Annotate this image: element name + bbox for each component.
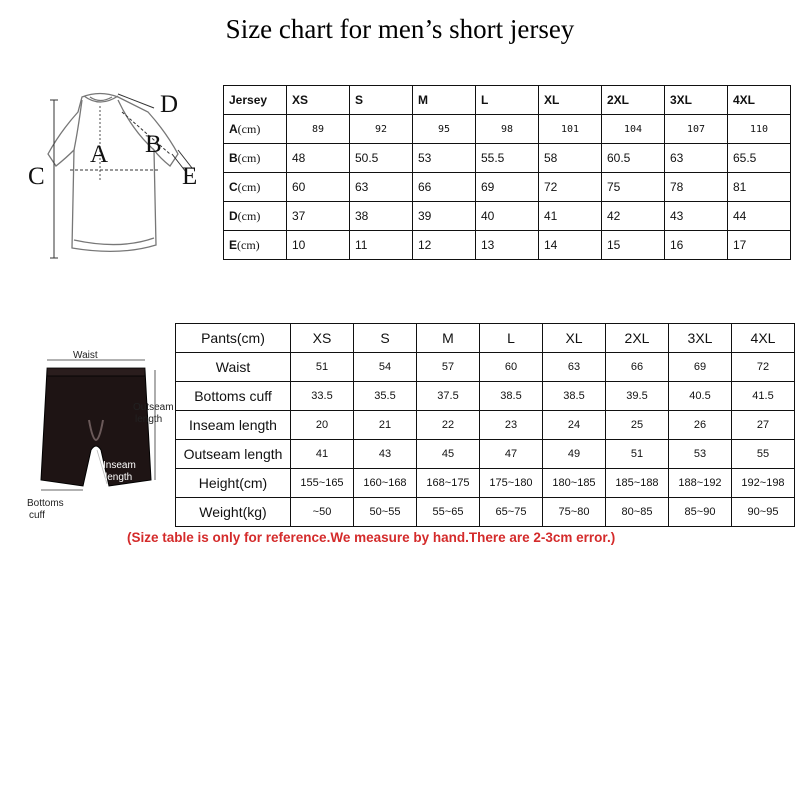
table-cell: 21 (354, 411, 417, 440)
table-cell: 63 (665, 144, 728, 173)
header-cell: M (417, 324, 480, 353)
row-letter: C (229, 179, 238, 194)
table-cell: 50.5 (350, 144, 413, 173)
table-cell: 78 (665, 173, 728, 202)
header-cell: 2XL (602, 86, 665, 115)
table-cell: 58 (539, 144, 602, 173)
header-cell: XL (543, 324, 606, 353)
table-row (176, 469, 795, 498)
table-cell: 89 (287, 115, 350, 144)
table-cell: 75 (602, 173, 665, 202)
table-cell: 27 (732, 411, 795, 440)
table-cell: 15 (602, 231, 665, 260)
row-label (224, 144, 287, 173)
table-cell: 43 (665, 202, 728, 231)
table-cell: 26 (669, 411, 732, 440)
row-letter: A (229, 121, 238, 136)
header-cell: 4XL (732, 324, 795, 353)
table-cell: 101 (539, 115, 602, 144)
table-cell: 23 (480, 411, 543, 440)
table-cell: 48 (287, 144, 350, 173)
header-cell: 2XL (606, 324, 669, 353)
table-cell: 49 (543, 440, 606, 469)
table-cell: 10 (287, 231, 350, 260)
label-bottoms: Bottoms (27, 498, 64, 509)
row-label: Waist (176, 353, 291, 382)
table-row (176, 498, 795, 527)
table-cell: 45 (417, 440, 480, 469)
table-cell: 168~175 (417, 469, 480, 498)
header-cell: Jersey (224, 86, 287, 115)
table-cell: 25 (606, 411, 669, 440)
table-cell: 57 (417, 353, 480, 382)
shorts-diagram (25, 350, 175, 530)
table-cell: 160~168 (354, 469, 417, 498)
header-cell: 4XL (728, 86, 791, 115)
table-cell: 38.5 (543, 382, 606, 411)
header-cell: XL (539, 86, 602, 115)
table-cell: 17 (728, 231, 791, 260)
table-row (224, 173, 791, 202)
diagram-label-e: E (182, 163, 198, 190)
table-cell: 38.5 (480, 382, 543, 411)
table-cell: 50~55 (354, 498, 417, 527)
jersey-size-table (223, 85, 791, 260)
table-row (224, 115, 791, 144)
table-cell: 72 (732, 353, 795, 382)
table-cell: 41 (291, 440, 354, 469)
header-cell: XS (291, 324, 354, 353)
table-cell: 95 (413, 115, 476, 144)
table-cell: 69 (669, 353, 732, 382)
table-cell: 37.5 (417, 382, 480, 411)
table-cell: 13 (476, 231, 539, 260)
table-cell: 188~192 (669, 469, 732, 498)
table-row (176, 382, 795, 411)
row-label: Height(cm) (176, 469, 291, 498)
table-cell: 12 (413, 231, 476, 260)
table-cell: 63 (350, 173, 413, 202)
table-cell: 35.5 (354, 382, 417, 411)
table-cell: 60.5 (602, 144, 665, 173)
table-cell: 53 (413, 144, 476, 173)
table-cell: 175~180 (480, 469, 543, 498)
table-cell: 92 (350, 115, 413, 144)
table-cell: 60 (287, 173, 350, 202)
header-cell: M (413, 86, 476, 115)
table-cell: 63 (543, 353, 606, 382)
table-cell: 51 (606, 440, 669, 469)
table-cell: 38 (350, 202, 413, 231)
table-cell: 107 (665, 115, 728, 144)
row-unit: (cm) (237, 237, 260, 252)
table-cell: 33.5 (291, 382, 354, 411)
row-label (224, 202, 287, 231)
table-cell: 55.5 (476, 144, 539, 173)
table-row (176, 440, 795, 469)
header-cell: XS (287, 86, 350, 115)
table-cell: 104 (602, 115, 665, 144)
table-cell: 185~188 (606, 469, 669, 498)
label-inseam: Inseam (103, 460, 136, 471)
diagram-label-c: C (28, 163, 45, 190)
table-cell: 11 (350, 231, 413, 260)
row-letter: B (229, 150, 238, 165)
header-cell: 3XL (669, 324, 732, 353)
header-cell: 3XL (665, 86, 728, 115)
table-row (224, 231, 791, 260)
table-cell: 51 (291, 353, 354, 382)
row-label (224, 231, 287, 260)
row-label (224, 115, 287, 144)
header-cell: Pants(cm) (176, 324, 291, 353)
page-title: Size chart for men’s short jersey (225, 14, 575, 44)
row-label: Outseam length (176, 440, 291, 469)
header-cell: L (480, 324, 543, 353)
table-cell: ~50 (291, 498, 354, 527)
row-letter: D (229, 208, 238, 223)
label-bottoms-cuff: cuff (29, 510, 45, 521)
table-cell: 24 (543, 411, 606, 440)
table-cell: 75~80 (543, 498, 606, 527)
table-header-row (224, 86, 791, 115)
row-letter: E (229, 237, 238, 252)
table-cell: 110 (728, 115, 791, 144)
table-cell: 39 (413, 202, 476, 231)
table-cell: 44 (728, 202, 791, 231)
label-inseam-length: length (105, 472, 133, 483)
row-label (224, 173, 287, 202)
row-unit: (cm) (237, 121, 261, 136)
header-cell: S (354, 324, 417, 353)
table-cell: 66 (413, 173, 476, 202)
table-cell: 54 (354, 353, 417, 382)
label-waist: Waist (73, 350, 98, 361)
table-cell: 80~85 (606, 498, 669, 527)
table-cell: 65~75 (480, 498, 543, 527)
table-cell: 192~198 (732, 469, 795, 498)
table-cell: 60 (480, 353, 543, 382)
table-cell: 16 (665, 231, 728, 260)
table-header-row (176, 324, 795, 353)
reference-note: (Size table is only for reference.We measure by hand.There are 2-3cm error.) (127, 530, 616, 545)
table-cell: 42 (602, 202, 665, 231)
table-cell: 55 (732, 440, 795, 469)
row-unit: (cm) (237, 208, 261, 223)
jersey-diagram (20, 80, 220, 280)
table-row (224, 202, 791, 231)
table-cell: 98 (476, 115, 539, 144)
table-cell: 14 (539, 231, 602, 260)
row-label: Inseam length (176, 411, 291, 440)
table-cell: 53 (669, 440, 732, 469)
table-cell: 65.5 (728, 144, 791, 173)
pants-size-table (175, 323, 795, 527)
table-cell: 72 (539, 173, 602, 202)
diagram-label-d: D (160, 91, 179, 118)
table-cell: 69 (476, 173, 539, 202)
table-cell: 55~65 (417, 498, 480, 527)
table-cell: 41.5 (732, 382, 795, 411)
header-cell: S (350, 86, 413, 115)
table-cell: 43 (354, 440, 417, 469)
table-row (176, 353, 795, 382)
table-cell: 81 (728, 173, 791, 202)
row-label: Weight(kg) (176, 498, 291, 527)
table-cell: 20 (291, 411, 354, 440)
table-cell: 85~90 (669, 498, 732, 527)
table-row (224, 144, 791, 173)
row-label: Bottoms cuff (176, 382, 291, 411)
table-cell: 180~185 (543, 469, 606, 498)
table-cell: 155~165 (291, 469, 354, 498)
row-unit: (cm) (237, 179, 261, 194)
table-cell: 47 (480, 440, 543, 469)
table-cell: 66 (606, 353, 669, 382)
table-cell: 39.5 (606, 382, 669, 411)
table-cell: 90~95 (732, 498, 795, 527)
diagram-label-a: A (90, 141, 109, 168)
table-cell: 41 (539, 202, 602, 231)
table-cell: 37 (287, 202, 350, 231)
row-unit: (cm) (237, 150, 261, 165)
table-cell: 40.5 (669, 382, 732, 411)
header-cell: L (476, 86, 539, 115)
table-row (176, 411, 795, 440)
table-cell: 40 (476, 202, 539, 231)
label-outseam: Outseam (133, 402, 174, 413)
label-outseam-length: length (135, 414, 163, 425)
diagram-label-b: B (145, 131, 162, 158)
table-cell: 22 (417, 411, 480, 440)
